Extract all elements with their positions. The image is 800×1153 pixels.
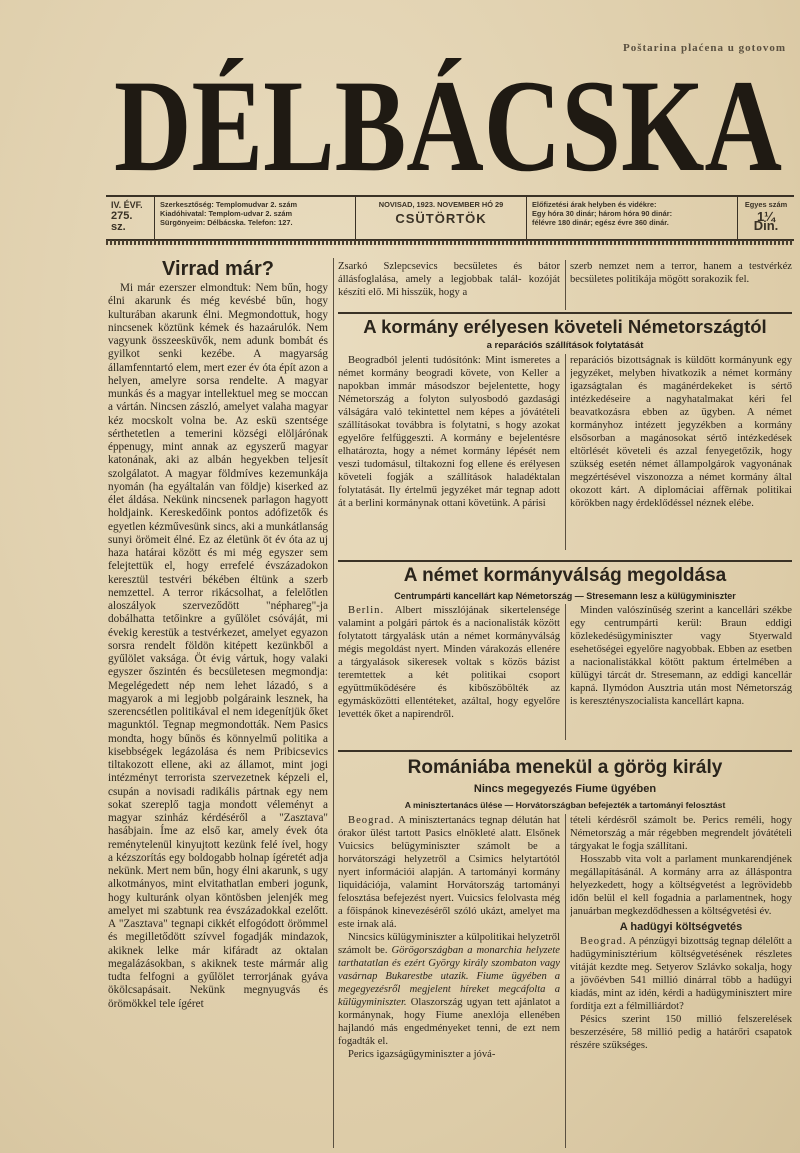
article1-body <box>108 282 328 1142</box>
article1-continuation2-text: szerb nemzet nem a terror, hanem a testvérkéz becsületes politikája mögött sorakozik fel. <box>570 261 792 285</box>
article4-left2-italic: Görögországban a monarchia helyzete tarthatatlan és ezért György király szombaton vagy vasárnap Bukarestbe utazik. Fiume ügyében a megegyezésről megjelent híreket megcáfolta a külügyminiszter. <box>338 945 560 1008</box>
column-divider <box>565 604 566 740</box>
editorial-line: Kiadóhivatal: Templom-udvar 2. szám <box>160 209 293 218</box>
article4-left <box>338 814 560 1150</box>
info-bar <box>106 195 794 241</box>
dateline: Beograd. <box>348 815 395 826</box>
price-value: 1¼ Din. <box>753 209 779 233</box>
article2-right-text: reparációs bizottságnak is küldött kormányunk egy jegyzéket, melyben hivatkozik a német kormány igazságtalan és magánérdekeket is sértő intézkedéseire a nagyhatalmakat kéri fel beavatkozásra ebben az ügyben. A német kormányhoz intézett jegyzékben a kormány elsősorban a magánosokat sértő intézkedések eltörlését követeli és azzal fenyegetőzik, hogy szükség esetén német állampolgárok vagyonának megzértésével viszonozza a német kormány által okozott kárt. A diplomáciai affērnak politikai körökben nagy érdeklődéssel néznek elébe. <box>570 355 792 509</box>
article3-left <box>338 604 560 744</box>
article1-continuation-2 <box>570 260 792 312</box>
article4-subtitle2: A minisztertanács ülése — Horvátországban befejezték a tartományi felosztást <box>404 800 726 810</box>
article3-right-text: Minden valószínűség szerint a kancellári székbe egy centrumpárti kerül: Braun eddigi közlekedésügyminiszter vagy Styerwald esehetőségei egyelőre nagyobbak. Ebben az esetben a nacionalistákkal kötött paktum értelmében a külügyi tárcát dr. Stresemann, az eddigi kancellár kapná. Ilymódon Ausztria után most Németország is keresztényszocialista kancellárt kapna. <box>570 605 792 707</box>
article3-left-text: Albert misszlójának sikertelensége valamint a polgári pártok és a nacionalisták között folytatott tárgyalásk után a német kormányválság mégis megoldást nyert. Minden várakozás ellenére a tárgyalások sikeresek voltak s közös bázist teremtettek a két politikai csoport együttműködésére és kibőszöbölték az egymásközötti ellentéteket, azáltal, hogy egyelőre levették őket a napirendről. <box>338 605 560 720</box>
article4-left3-text: Perics igazságügyminiszter a jóvá- <box>348 1049 496 1060</box>
article3-title: A német kormányválság megoldása <box>403 565 727 586</box>
masthead-title: DÉLBÁCSKA <box>114 58 782 186</box>
article2-subtitle: a reparációs szállítások folytatását <box>486 340 644 351</box>
article4-title: Romániába menekül a görög király <box>407 757 723 778</box>
column-divider <box>565 354 566 550</box>
article2-left <box>338 354 560 552</box>
article4-right4-text: Pésics szerint 150 millió felszerelések beszerzésére, 58 millió pedig a határőri csapatok részére szükséges. <box>570 1014 792 1051</box>
article1-paragraph: Mi már ezerszer elmondtuk: Nem bűn, hogy élni akarunk és még kevésbé bűn, hogy kulturában akarunk élni. Megmondottuk, hogy nincsenek köztünk kémek és hazaárulók. Nem vagyunk összeesküvők, nem adunk bombát és gyilkot senki kezébe. A magyarság államfenntartó elem, mert ezer év óta épít azon a helyen, amelyre sorsa rendelte. A magyar munkás és a magyar intellektuel meg se moccan a vártán. Nincsen zászló, amelyet valaha magyar kéz mocskolt volna be. Az eskü szentsége sérthetetlen a temerini községi elöljárónak éppenugy, mint annak az egyszerű magyar katonának, aki az albán hegyekben teljesít szolgálatot. A magyar földmíves kezemunkája nyomán (ha egyáltalán van földje) kiserked az élet áldása. Nekünk nincsenek parlagon hagyott holdjaink. Kereskedőink pontos adófizetők és egyetlen kézművesünk sincs, aki a munkátlanság sunyi örömeit élné. Ez az életünk öt év óta az uj haza határai között és mi még egyszer sem felejtettük el, hogy errefelé évszázadokon keresztül testvéri békében éltünk a szerb nemzettel. A terror rikácsolhat, a felelőtlen aloszályok szerveződött "néphareg"-ja dobálhatta tetőinkre a gyűlölet csóváját, mi évekig kerestük a testvérkezet, amelyet egyazon sorsra rendelt földön kitépett kezünkből a gyűlölet vaksága. Öt évig vártuk, hogy valaki egyszer őszintén és becsületesen megmondja: Megelégedett nép nem lehet lázadó, s a magyarok a mi legjobb polgáraink lesznek, ha szerencsétlen politikával el nem idegenítjük őket magunktól. Tegnap megmondották. Nem Pasics mondta, hogy bűnös és könnyelmű politika a kisebbségek legázolása és nem Pribicsevics tiltakozott ellene, aki az államot, mint jogi intézményt terrorista szervezetnek képzeli el, csupán a novisadi radikális pártnak egy nem sokat szereplő tagja mondott véleményt a magyar szinház kérdéséről a "Zasztava" hasábjain. Íme az első kar, amely évek óta reménytelenül kinyujtott kezünk felé ível, hogy a kézszorítás egy boldogabb holnap ígéretét adja nekünk. Mert nem bűn, hogy élni akarunk, s ugy alkotmányos, mint elvitathatlan emberi jogunk, hogy kulturánk olyan köntösben jelenjék meg amelyet mi szabtunk rea évszázadokkal ezelőtt. A "Zasztava" tegnapi cikkét elfogódott örömmel és megilletődött szívvel fogadják mindazok, akiknek lelke már kifáradt az oktalan megalázásokban, s akiknek teste mármár alig tudta felfogni a gyűlölet terrorjának gyáva ökölcsapásait. Nekünk megnyugvás és örömökkel tele ígéret <box>108 282 328 1010</box>
article4-left-text: A minisztertanács tegnap délután hat órakor ülést tartott Pasics elnökleté alatt. Elsőnek Vuicsics belügyminiszter számolt be a horvátországi helyzetről a Csimics helytartótól nyert információi alapján. A tartományi kormány liquidációja, valamint Horvátország tartományi felosztása befejezést nyert. Vuicsics felolvasta még a főispánok kinevezéséről szóló ukázt, amelyet ma este irnak alá. <box>338 815 560 930</box>
issue-day: CSÜTÖRTÖK <box>395 211 487 226</box>
issue-box <box>106 197 155 239</box>
section-rule <box>338 560 792 562</box>
article2-title: A kormány erélyesen követeli Németországtól <box>363 316 767 337</box>
dateline: Berlin. <box>348 605 385 616</box>
price-box <box>738 197 794 239</box>
article2-right <box>570 354 792 552</box>
article1-title: Virrad már? <box>162 258 274 280</box>
editorial-line: Szerkesztőség: Templomudvar 2. szám <box>160 200 298 209</box>
article4-subtitle: Nincs megegyezés Fiume ügyében <box>473 783 657 795</box>
article3-subtitle: Centrumpárti kancellárt kap Németország — Stresemann lesz a külügyminiszter <box>394 591 736 601</box>
year-label: IV. ÉVF. <box>111 200 143 210</box>
subscription-box <box>527 197 738 239</box>
masthead <box>108 58 788 186</box>
section-rule <box>338 312 792 314</box>
issue-number: 275. sz. <box>111 210 133 233</box>
subscription-line: Előfizetési árak helyben és vidékre: <box>532 200 657 209</box>
article4-right <box>570 814 792 1150</box>
postal-note: Poštarina plaćena u gotovom <box>623 42 786 54</box>
editorial-box <box>155 197 356 239</box>
article4-left2-text: Nincsics külügyminiszter a külpolitikai helyzetről számolt be. <box>338 932 560 956</box>
article4-right3-text: A pénzügyi bizottság tegnap délelőtt a hadügyminisztérium költségvetésének részletes vitáját kezdte meg. Setyerov Szlávko sokalja, hogy a jövőévben 541 millió dinárral több a hadügyi kiadás, mint az idén, kérdi a hadügyminisztert mire fordítja ezt a félmilliárdot? <box>570 936 792 1012</box>
article2-left-text: Beogradból jelenti tudósítónk: Mint ismeretes a német kormány beogradi követe, von Keller a napokban immár másodszor bejelentette, hogy Németország a folyton sulyosbodó gazdasági válságára való tekintettel nem képes a jóvátételi szállításokat továbbra is folytatni, s hogy azokat egyelőre felfüggeszti. A kormány e bejelentésre elhatározta, hogy a német kormány lépését nem veszi tudomásul, tiltakozni fog ellene és erélyesen követeli fogják a szállítások haladéktalan folytatását. Ily értelmű jegyzéket már tegnap adott át a berlini kormánynak ottani követünk. A párisi <box>338 355 560 509</box>
dateline: Beograd. <box>580 936 627 947</box>
subscription-line: Egy hóra 30 dinár; három hóra 90 dinár: <box>532 209 673 218</box>
price-label: Egyes szám <box>744 200 788 209</box>
issue-date: NOVISAD, 1923. NOVEMBER HÓ 29 <box>378 200 504 209</box>
article1-continuation <box>338 260 560 312</box>
budget-subheading: A hadügyi költségvetés <box>619 921 743 933</box>
article4-left2-rest: Olaszország ugyan tett ajánlatot a kormánynak, hogy Fiume anexlója ellenében hajlandó más engedményeket tenni, de ezt nem fogadták el. <box>338 997 560 1047</box>
column-divider <box>565 814 566 1148</box>
subscription-line: félévre 180 dinár; egész évre 360 dinár. <box>532 218 669 227</box>
article1-continuation-text: Zsarkó Szlepcsevics becsületes és bátor állásfoglalása, amely a legjobbak talál- kozóját készíti elő. Mi hisszük, hogy a <box>338 261 560 298</box>
ornamental-rule <box>106 240 794 245</box>
column-divider <box>333 258 334 1148</box>
article4-right2-text: Hosszabb vita volt a parlament munkarendjének megállapításánál. A kormány arra az álláspontra helyezkedett, hogy a költségvetést a legrövidebb időn belül el kell fogadnia a parlamentnek, hogy januárban megkezdődhessen a költségvetési év. <box>570 854 792 917</box>
article3-right <box>570 604 792 744</box>
article4-right-text: tételi kérdésről számolt be. Perics reméli, hogy Németország a már régebben megrendelt jóvátételi tárgyakat le fogja szállítani. <box>570 815 792 852</box>
masthead-logo <box>108 58 788 186</box>
date-box <box>356 197 527 239</box>
column-divider <box>565 260 566 310</box>
editorial-line: Sürgönyeim: Délbácska. Telefon: 127. <box>160 218 293 227</box>
section-rule <box>338 750 792 752</box>
